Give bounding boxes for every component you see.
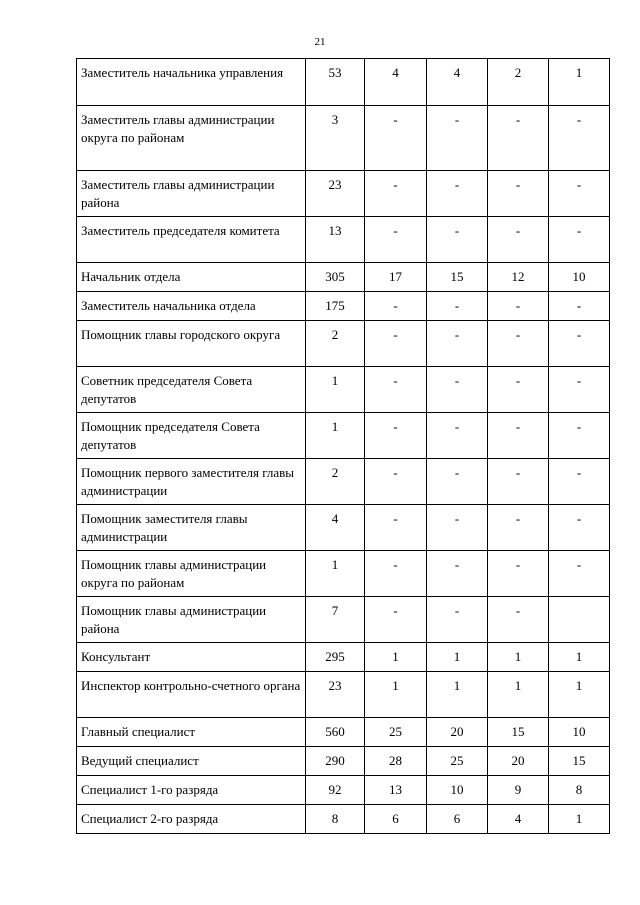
value-cell: 15 [427,263,488,292]
value-cell: - [488,217,549,263]
position-cell: Помощник председателя Совета депутатов [77,413,306,459]
table-row [77,643,610,672]
value-cell: - [365,551,427,597]
value-cell: 13 [365,776,427,805]
position-cell: Заместитель председателя комитета [77,217,306,263]
value-cell: - [427,413,488,459]
position-cell: Заместитель начальника отдела [77,292,306,321]
position-cell: Инспектор контрольно-счетного органа [77,672,306,718]
value-cell: 8 [549,776,610,805]
position-cell: Помощник главы администрации округа по районам [77,551,306,597]
table-row [77,597,610,643]
value-cell: - [427,217,488,263]
table-row [77,292,610,321]
value-cell: - [488,551,549,597]
position-cell: Специалист 2-го разряда [77,805,306,834]
value-cell: - [549,321,610,367]
value-cell: 3 [306,106,365,171]
value-cell: 2 [306,459,365,505]
value-cell: - [549,171,610,217]
value-cell: - [365,106,427,171]
value-cell: - [365,367,427,413]
value-cell: - [427,551,488,597]
value-cell: 8 [306,805,365,834]
position-cell: Помощник заместителя главы администрации [77,505,306,551]
value-cell: - [549,367,610,413]
value-cell: - [427,292,488,321]
value-cell: - [427,505,488,551]
value-cell: - [365,459,427,505]
value-cell: 2 [488,59,549,106]
value-cell: 17 [365,263,427,292]
value-cell: 1 [549,643,610,672]
position-cell: Помощник первого заместителя главы администрации [77,459,306,505]
table-row [77,718,610,747]
table-row [77,805,610,834]
value-cell: - [365,321,427,367]
value-cell: 10 [549,263,610,292]
value-cell: 15 [488,718,549,747]
value-cell: 28 [365,747,427,776]
position-cell: Консультант [77,643,306,672]
value-cell: 10 [549,718,610,747]
value-cell: 1 [306,551,365,597]
value-cell: 1 [427,643,488,672]
table-row [77,217,610,263]
value-cell: 9 [488,776,549,805]
table-row [77,59,610,106]
value-cell: 1 [488,643,549,672]
value-cell: 1 [365,643,427,672]
table-row [77,263,610,292]
position-cell: Заместитель главы администрации района [77,171,306,217]
position-cell: Ведущий специалист [77,747,306,776]
value-cell: - [488,292,549,321]
position-cell: Заместитель главы администрации округа по районам [77,106,306,171]
value-cell: 1 [306,367,365,413]
table-row [77,776,610,805]
value-cell: - [488,106,549,171]
value-cell: - [488,413,549,459]
value-cell: - [549,505,610,551]
position-cell: Заместитель начальника управления [77,59,306,106]
table-row [77,321,610,367]
value-cell: - [427,106,488,171]
value-cell: - [427,367,488,413]
value-cell: - [488,597,549,643]
value-cell: - [549,413,610,459]
table-row [77,672,610,718]
value-cell: - [549,459,610,505]
value-cell: - [427,171,488,217]
value-cell: - [549,551,610,597]
value-cell: - [549,217,610,263]
value-cell: - [427,597,488,643]
value-cell: 25 [427,747,488,776]
page-number: 21 [314,36,326,48]
value-cell: - [365,505,427,551]
value-cell: 1 [365,672,427,718]
value-cell: - [488,459,549,505]
value-cell: 295 [306,643,365,672]
position-cell: Начальник отдела [77,263,306,292]
value-cell: 1 [306,413,365,459]
value-cell: 23 [306,672,365,718]
value-cell: 1 [427,672,488,718]
value-cell: - [365,413,427,459]
position-cell: Помощник главы городского округа [77,321,306,367]
value-cell: 23 [306,171,365,217]
value-cell: 1 [488,672,549,718]
value-cell: 20 [427,718,488,747]
table-row [77,171,610,217]
value-cell [549,597,610,643]
table-row [77,413,610,459]
value-cell: 10 [427,776,488,805]
value-cell: - [427,459,488,505]
value-cell: 4 [365,59,427,106]
table-row [77,106,610,171]
value-cell: 6 [427,805,488,834]
value-cell: 12 [488,263,549,292]
value-cell: 305 [306,263,365,292]
value-cell: 4 [306,505,365,551]
value-cell: - [488,505,549,551]
value-cell: - [549,106,610,171]
value-cell: - [365,597,427,643]
position-cell: Специалист 1-го разряда [77,776,306,805]
value-cell: 6 [365,805,427,834]
value-cell: 15 [549,747,610,776]
value-cell: 53 [306,59,365,106]
value-cell: 92 [306,776,365,805]
value-cell: - [427,321,488,367]
value-cell: 2 [306,321,365,367]
value-cell: - [365,171,427,217]
staff-positions-table [76,58,610,834]
value-cell: 20 [488,747,549,776]
value-cell: - [365,292,427,321]
value-cell: 290 [306,747,365,776]
value-cell: 25 [365,718,427,747]
value-cell: - [365,217,427,263]
position-cell: Помощник главы администрации района [77,597,306,643]
value-cell: 175 [306,292,365,321]
value-cell: 4 [488,805,549,834]
value-cell: - [488,171,549,217]
value-cell: 1 [549,805,610,834]
value-cell: 560 [306,718,365,747]
value-cell: - [488,321,549,367]
value-cell: 1 [549,59,610,106]
value-cell: - [488,367,549,413]
table-row [77,367,610,413]
table-row [77,551,610,597]
position-cell: Советник председателя Совета депутатов [77,367,306,413]
table-row [77,459,610,505]
value-cell: 1 [549,672,610,718]
table-row [77,505,610,551]
value-cell: 13 [306,217,365,263]
position-cell: Главный специалист [77,718,306,747]
value-cell: 7 [306,597,365,643]
table-row [77,747,610,776]
value-cell: 4 [427,59,488,106]
value-cell: - [549,292,610,321]
